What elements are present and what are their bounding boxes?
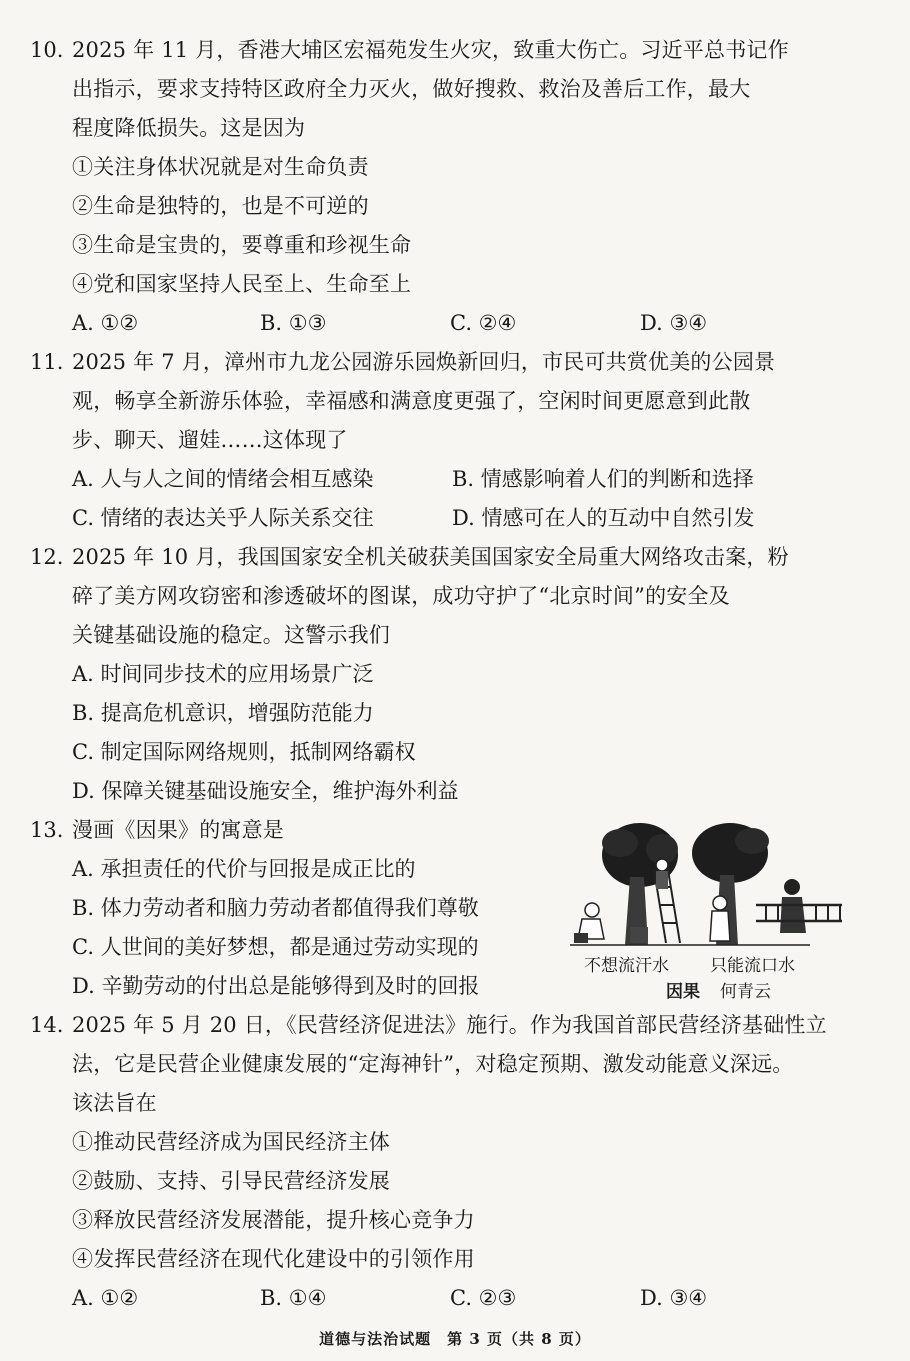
question-11-option-c: C. 情绪的表达关乎人际关系交往: [72, 506, 374, 530]
question-13-number: 13.: [30, 818, 64, 842]
question-12-option-d: D. 保障关键基础设施安全，维护海外利益: [72, 779, 459, 803]
cartoon-author: 何青云: [720, 982, 771, 1002]
question-14-option-a: A. ①②: [72, 1286, 139, 1310]
question-10-stem-line-3: 程度降低损失。这是因为: [72, 116, 306, 140]
cartoon-illustration: [570, 815, 860, 955]
question-10-stem-line-2: 出指示，要求支持特区政府全力灭火，做好搜救、救治及善后工作，最大: [72, 77, 751, 101]
question-14-number: 14.: [30, 1013, 64, 1037]
question-11-stem-line-2: 观，畅享全新游乐体验，幸福感和满意度更强了，空闲时间更愿意到此散: [72, 389, 751, 413]
question-13-option-c: C. 人世间的美好梦想，都是通过劳动实现的: [72, 935, 479, 959]
question-11-stem-line-3: 步、聊天、遛娃……这体现了: [72, 428, 348, 452]
question-14-stem-line-3: 该法旨在: [72, 1091, 157, 1115]
question-10-option-a: A. ①②: [72, 311, 139, 335]
question-10-option-c: C. ②④: [450, 311, 517, 335]
question-12-option-c: C. 制定国际网络规则，抵制网络霸权: [72, 740, 416, 764]
question-14-item-3: ③释放民营经济发展潜能，提升核心竞争力: [72, 1208, 475, 1232]
question-11-option-a: A. 人与人之间的情绪会相互感染: [72, 467, 374, 491]
page-footer: 道德与法治试题 第 3 页（共 8 页）: [319, 1330, 591, 1348]
question-11-stem-line-1: 2025 年 7 月，漳州市九龙公园游乐园焕新回归，市民可共赏优美的公园景: [72, 350, 776, 374]
question-14-stem-line-1: 2025 年 5 月 20 日，《民营经济促进法》施行。作为我国首部民营经济基础性立: [72, 1013, 827, 1037]
question-10-option-d: D. ③④: [640, 311, 708, 335]
cartoon-cause-and-effect: [570, 815, 860, 1005]
question-10-item-3: ③生命是宝贵的，要尊重和珍视生命: [72, 233, 412, 257]
question-14-option-b: B. ①④: [260, 1286, 327, 1310]
question-10-item-4: ④党和国家坚持人民至上、生命至上: [72, 272, 412, 296]
question-13-option-d: D. 辛勤劳动的付出总是能够得到及时的回报: [72, 974, 480, 998]
question-12-option-b: B. 提高危机意识，增强防范能力: [72, 701, 374, 725]
question-12-option-a: A. 时间同步技术的应用场景广泛: [72, 662, 374, 686]
question-12-stem-line-1: 2025 年 10 月，我国国家安全机关破获美国国家安全局重大网络攻击案，粉: [72, 545, 789, 569]
question-14-stem-line-2: 法，它是民营企业健康发展的“定海神针”，对稳定预期、激发动能意义深远。: [72, 1052, 794, 1076]
question-13-stem: 漫画《因果》的寓意是: [72, 818, 284, 842]
question-11-number: 11.: [30, 350, 64, 374]
question-12-stem-line-3: 关键基础设施的稳定。这警示我们: [72, 623, 390, 647]
question-10-stem-line-1: 2025 年 11 月，香港大埔区宏福苑发生火灾，致重大伤亡。习近平总书记作: [72, 38, 789, 62]
question-13-option-b: B. 体力劳动者和脑力劳动者都值得我们尊敬: [72, 896, 479, 920]
question-14-option-d: D. ③④: [640, 1286, 708, 1310]
question-13-option-a: A. 承担责任的代价与回报是成正比的: [72, 857, 416, 881]
question-11-option-d: D. 情感可在人的互动中自然引发: [452, 506, 755, 530]
question-14-item-4: ④发挥民营经济在现代化建设中的引领作用: [72, 1247, 475, 1271]
question-14-option-c: C. ②③: [450, 1286, 517, 1310]
cartoon-title: 因果: [666, 982, 700, 1002]
cartoon-caption-left: 不想流汗水: [584, 956, 669, 976]
question-12-number: 12.: [30, 545, 64, 569]
question-11-option-b: B. 情感影响着人们的判断和选择: [452, 467, 754, 491]
question-14-item-2: ②鼓励、支持、引导民营经济发展: [72, 1169, 390, 1193]
question-12-stem-line-2: 碎了美方网攻窃密和渗透破坏的图谋，成功守护了“北京时间”的安全及: [72, 584, 730, 608]
question-10-number: 10.: [30, 38, 64, 62]
cartoon-caption-right: 只能流口水: [710, 956, 795, 976]
question-10-option-b: B. ①③: [260, 311, 327, 335]
question-14-item-1: ①推动民营经济成为国民经济主体: [72, 1130, 390, 1154]
question-10-item-1: ①关注身体状况就是对生命负责: [72, 155, 369, 179]
question-10-item-2: ②生命是独特的，也是不可逆的: [72, 194, 369, 218]
